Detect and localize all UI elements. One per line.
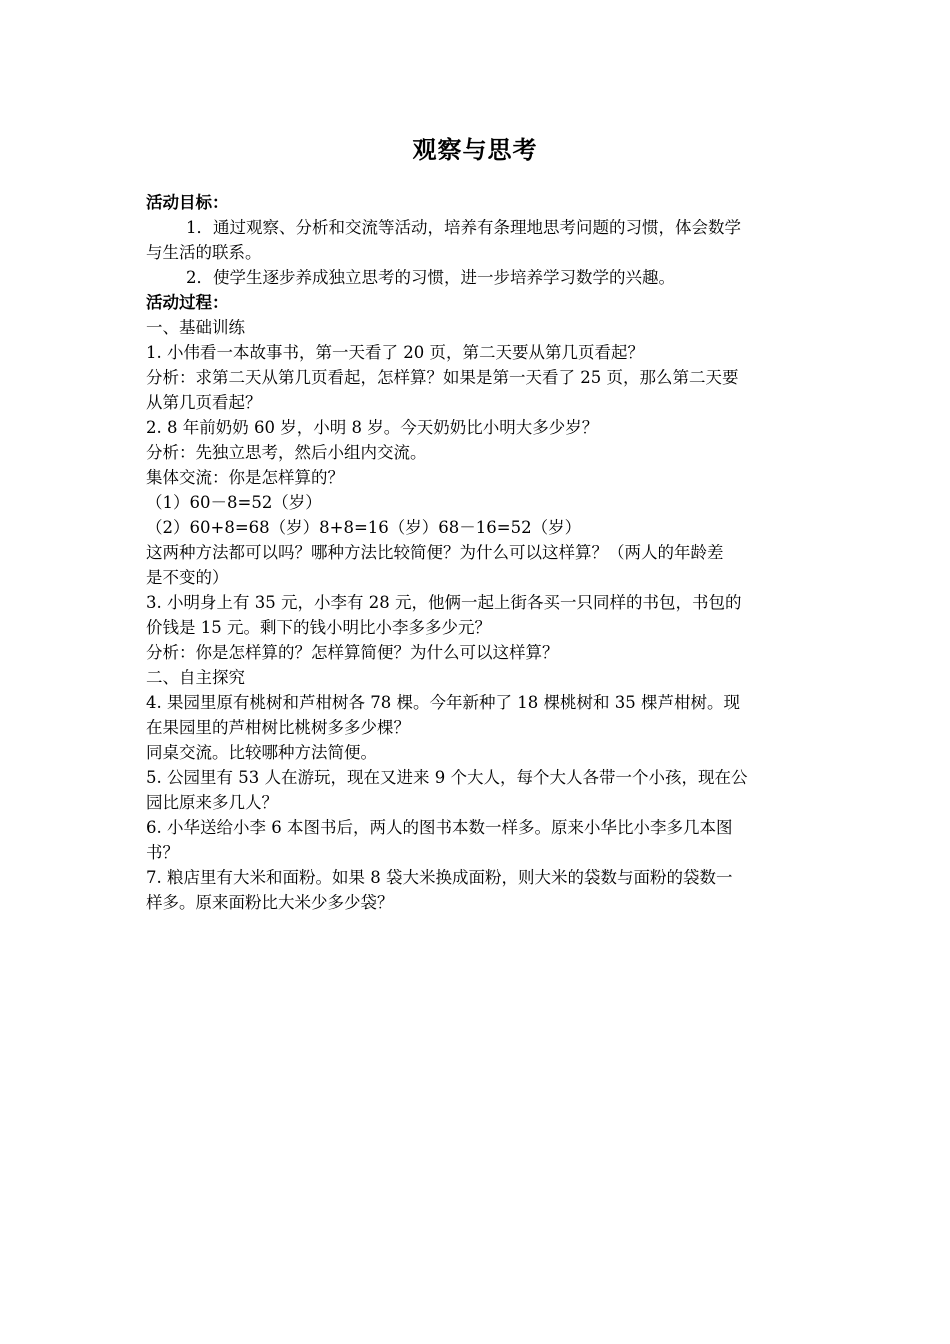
text-line: 二、自主探究 [146,668,245,687]
document-body [146,190,810,915]
text-line: 样多。原来面粉比大米少多少袋？ [146,893,394,912]
text-line: 5. 公园里有 53 人在游玩，现在又进来 9 个大人，每个大人各带一个小孩，现在公 [146,768,748,787]
text-line: 分析：求第二天从第几页看起，怎样算？如果是第一天看了 25 页，那么第二天要 [146,368,739,387]
section-heading: 活动过程： [146,293,229,312]
text-line: 园比原来多几人？ [146,793,278,812]
text-line: 从第几页看起？ [146,393,262,412]
text-line: 价钱是 15 元。剩下的钱小明比小李多多少元？ [146,618,491,637]
text-line: 3. 小明身上有 35 元，小李有 28 元，他俩一起上街各买一只同样的书包，书包的 [146,593,742,612]
text-line: （1）60－8=52（岁） [146,493,322,512]
text-line: 与生活的联系。 [146,243,262,262]
text-line: 书？ [146,843,179,862]
text-line: 4. 果园里原有桃树和芦柑树各 78 棵。今年新种了 18 棵桃树和 35 棵芦柑树。现 [146,693,740,712]
section-heading: 活动目标： [146,193,229,212]
text-line: 在果园里的芦柑树比桃树多多少棵？ [146,718,410,737]
text-line: 这两种方法都可以吗？哪种方法比较简便？为什么可以这样算？（两人的年龄差 [146,543,724,562]
text-line: 是不变的） [146,568,229,587]
text-line: 分析：你是怎样算的？怎样算简便？为什么可以这样算？ [146,643,559,662]
text-line: 1. 小伟看一本故事书，第一天看了 20 页，第二天要从第几页看起？ [146,343,644,362]
text-line: 同桌交流。比较哪种方法简便。 [146,743,377,762]
text-line: （2）60+8=68（岁）8+8=16（岁）68－16=52（岁） [146,518,582,537]
text-line: 2. 8 年前奶奶 60 岁，小明 8 岁。今天奶奶比小明大多少岁？ [146,418,599,437]
text-line: 一、基础训练 [146,318,245,337]
text-line: 7. 粮店里有大米和面粉。如果 8 袋大米换成面粉，则大米的袋数与面粉的袋数一 [146,868,733,887]
text-line: 1．通过观察、分析和交流等活动，培养有条理地思考问题的习惯，体会数学 [186,218,741,237]
text-line: 分析：先独立思考，然后小组内交流。 [146,443,427,462]
text-line: 2．使学生逐步养成独立思考的习惯，进一步培养学习数学的兴趣。 [186,268,675,287]
text-line: 6. 小华送给小李 6 本图书后，两人的图书本数一样多。原来小华比小李多几本图 [146,818,733,837]
text-line: 集体交流：你是怎样算的？ [146,468,344,487]
page-title: 观察与思考 [412,136,538,164]
